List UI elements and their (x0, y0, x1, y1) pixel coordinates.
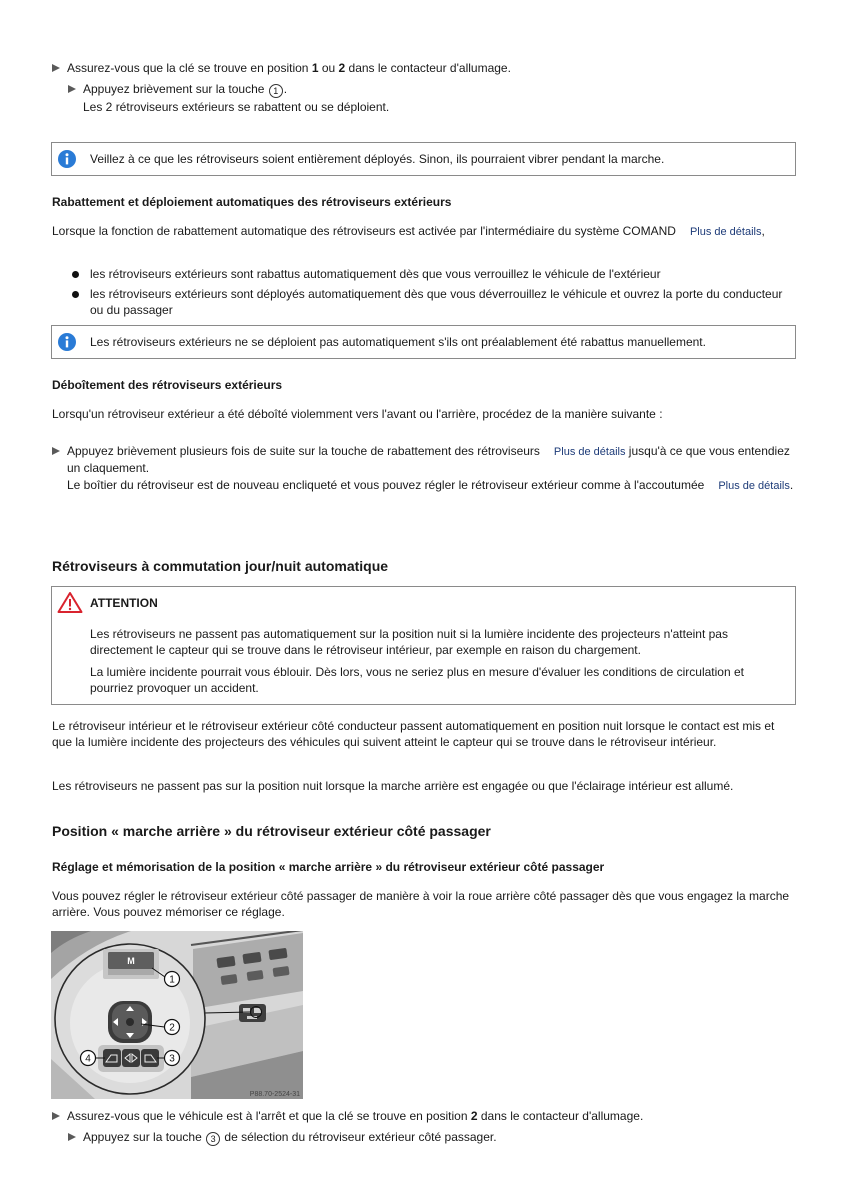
select-passenger-mirror-step (68, 1129, 796, 1146)
position-1: 1 (311, 61, 319, 75)
subheading-reverse-memory: Réglage et mémorisation de la position « marche arrière » du rétroviseur extérieur côté passager (52, 860, 605, 874)
step-text: Appuyez sur la touche 3 de sélection du rétroviseur extérieur côté passager. (83, 1130, 497, 1144)
figure-illustration (51, 931, 303, 1099)
press-key-step (68, 81, 796, 98)
info-icon-dot (66, 336, 69, 339)
ignition-position-step (52, 60, 796, 76)
triangle-right-icon (52, 1112, 60, 1120)
memory-button-label: M (127, 956, 135, 966)
warning-icon-bar (69, 599, 71, 607)
info-icon-dot (66, 153, 69, 156)
reverse-intro: Vous pouvez régler le rétroviseur extérieur côté passager de manière à voir la roue arrière côté passager dès que vous engagez la marche arrière. Vous pouvez mémoriser ce réglage. (52, 889, 790, 919)
info-icon (58, 150, 76, 168)
warning-icon (57, 591, 83, 614)
info-icon-stem (66, 157, 68, 164)
bullet-icon (72, 291, 79, 298)
figure-caption: P88.70-2524-31 (249, 1091, 300, 1098)
vehicle-stationary-step (52, 1108, 796, 1124)
memory-button-edge (108, 969, 154, 975)
unlatch-result: Le boîtier du rétroviseur est de nouveau encliqueté et vous pouvez régler le rétroviseur extérieur comme à l'accoutumée Plus de détails. (67, 478, 794, 492)
key-3-icon: 3 (206, 1132, 220, 1146)
warning-box (51, 586, 796, 705)
triangle-right-icon (52, 64, 60, 72)
warning-paragraph: La lumière incidente pourrait vous éblouir. Dès lors, vous ne seriez plus en mesure d'évaluer les conditions de circulation et pourriez provoquer un accident. (90, 665, 744, 695)
info-icon (58, 333, 76, 351)
callout-2-label: 2 (169, 1022, 175, 1034)
step-text: Assurez-vous que la clé se trouve en position 1 ou 2 dans le contacteur d'allumage. (67, 61, 511, 75)
warning-title: ATTENTION (90, 596, 158, 610)
unlatch-intro: Lorsqu'un rétroviseur extérieur a été déboîté violemment vers l'avant ou l'arrière, procédez de la manière suivante : (52, 407, 663, 421)
triangle-right-icon (52, 447, 60, 455)
position-2: 2 (338, 61, 346, 75)
info-box-deploy (51, 142, 796, 176)
callout-1-label: 1 (169, 974, 175, 986)
left-mirror-button (103, 1049, 121, 1067)
more-details-link[interactable]: Plus de détails (718, 480, 790, 492)
position-2: 2 (470, 1109, 478, 1123)
list-item: les rétroviseurs extérieurs sont déployés automatiquement dès que vous déverrouillez le véhicule et ouvrez la porte du conducteur ou du passager (72, 286, 796, 318)
info-icon-stem (66, 340, 68, 347)
triangle-right-icon (68, 1133, 76, 1141)
body-paragraph: Les rétroviseurs ne passent pas sur la position nuit lorsque la marche arrière est engagée ou que l'éclairage intérieur est allumé. (52, 779, 734, 793)
step-text: Appuyez brièvement plusieurs fois de suite sur la touche de rabattement des rétroviseurs Plus de détails jusqu'à ce que vous entendiez un claquement. (67, 444, 790, 475)
body-paragraph: Le rétroviseur intérieur et le rétroviseur extérieur côté conducteur passent automatiquement en position nuit lorsque le contact est mis et que la lumière incidente des projecteurs des véhicules qui suivent atteint le capteur qui se trouve dans le rétroviseur intérieur. (52, 719, 775, 749)
mirror-controls-figure (51, 931, 303, 1099)
section-heading-reverse: Position « marche arrière » du rétroviseur extérieur côté passager (52, 823, 491, 839)
more-details-link[interactable]: Plus de détails (553, 446, 626, 458)
key-1-icon: 1 (269, 84, 283, 98)
mirror-joystick-center (126, 1018, 134, 1026)
info-text: Les rétroviseurs extérieurs ne se déploient pas automatiquement s'ils ont préalablement été rabattus manuellement. (90, 335, 706, 349)
warning-icon-dot (69, 608, 71, 610)
step-text: Assurez-vous que le véhicule est à l'arrêt et que la clé se trouve en position 2 dans le contacteur d'allumage. (67, 1109, 644, 1123)
section-heading-auto-dim: Rétroviseurs à commutation jour/nuit automatique (52, 558, 389, 574)
callout-3-label: 3 (169, 1053, 175, 1065)
unlatch-step (52, 443, 796, 476)
bullet-icon (72, 271, 79, 278)
triangle-right-icon (68, 85, 76, 93)
section-heading-auto-fold: Rabattement et déploiement automatiques des rétroviseurs extérieurs (52, 195, 452, 209)
auto-fold-intro: Lorsque la fonction de rabattement automatique des rétroviseurs est activée par l'intermédiaire du système COMAND Plus de détails, (52, 224, 765, 238)
more-details-link[interactable]: Plus de détails (689, 226, 762, 238)
info-box-manual (51, 325, 796, 359)
callout-4-label: 4 (85, 1053, 91, 1065)
section-heading-unlatch: Déboîtement des rétroviseurs extérieurs (52, 378, 283, 392)
step-result: Les 2 rétroviseurs extérieurs se rabattent ou se déploient. (83, 100, 390, 114)
info-text: Veillez à ce que les rétroviseurs soient entièrement déployés. Sinon, ils pourraient vibrer pendant la marche. (90, 152, 665, 166)
warning-paragraph: Les rétroviseurs ne passent pas automatiquement sur la position nuit si la lumière incidente des projecteurs n'atteint pas directement le capteur qui se trouve dans le rétroviseur intérieur, par exemple en raison du chargement. (90, 627, 728, 657)
list-item: les rétroviseurs extérieurs sont rabattus automatiquement dès que vous verrouillez le véhicule de l'extérieur (72, 266, 796, 282)
step-text: Appuyez brièvement sur la touche 1 . (83, 82, 288, 96)
right-mirror-button (141, 1049, 159, 1067)
